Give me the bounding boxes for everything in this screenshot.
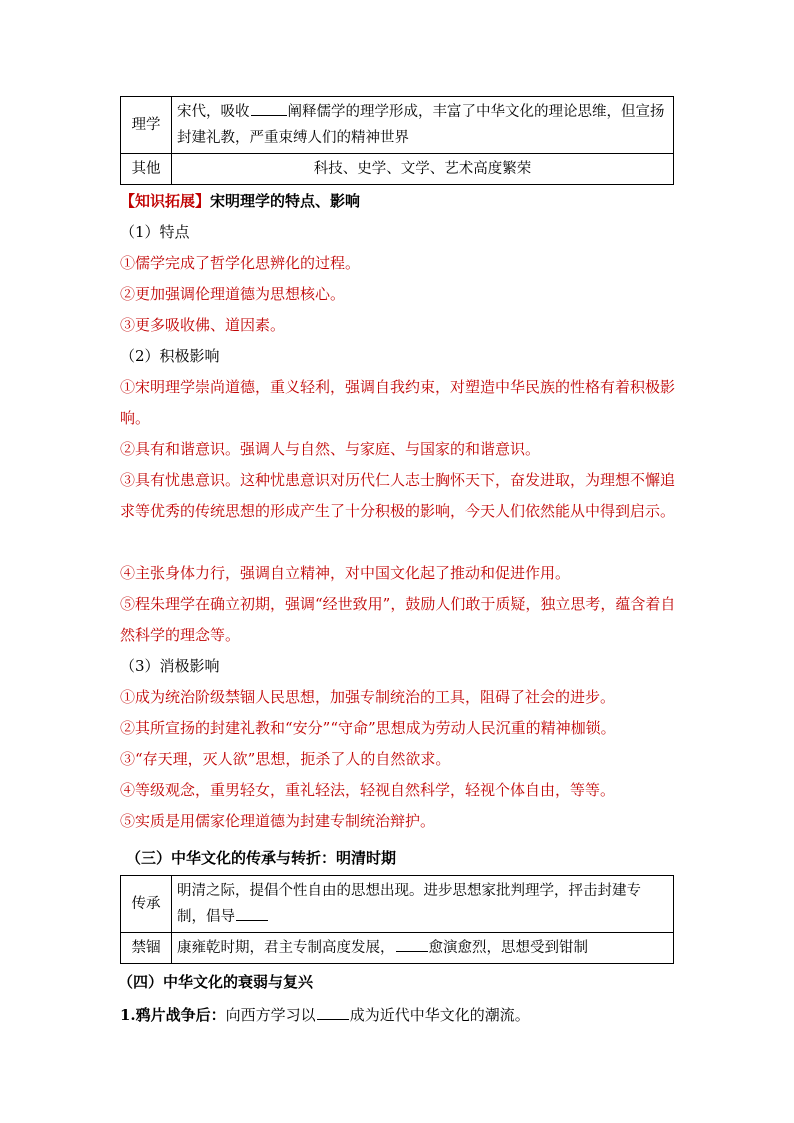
row-content bbox=[172, 876, 674, 933]
culture-table-song bbox=[120, 96, 674, 185]
fill-blank[interactable] bbox=[396, 950, 428, 952]
positive-item: ②具有和谐意识。强调人与自然、与家庭、与国家的和谐意识。 bbox=[120, 440, 541, 458]
positive-item: ①宋明理学崇尚道德，重义轻利，强调自我约束，对塑造中华民族的性格有着积极影响。 bbox=[120, 378, 676, 427]
row-text-post: 愈演愈烈，思想受到钳制 bbox=[428, 940, 588, 956]
negative-item: ③“存天理，灭人欲”思想，扼杀了人的自然欲求。 bbox=[120, 750, 451, 768]
item-1-text-pre: 向西方学习以 bbox=[225, 1006, 316, 1024]
fill-blank[interactable] bbox=[236, 919, 268, 921]
feature-item: ②更加强调伦理道德为思想核心。 bbox=[120, 285, 346, 303]
row-text-pre: 明清之际，提倡个性自由的思想出现。进步思想家批判理学，抨击封建专制，倡导 bbox=[177, 883, 641, 925]
positive-heading: （2）积极影响 bbox=[120, 347, 220, 365]
row-text-pre: 康雍乾时期，君主专制高度发展， bbox=[177, 940, 395, 956]
knowledge-extension-heading bbox=[120, 186, 680, 217]
section-3-title: （三）中华文化的传承与转折：明清时期 bbox=[126, 849, 397, 867]
row-label: 理学 bbox=[121, 97, 172, 154]
positive-item: ③具有忧患意识。这种忧患意识对历代仁人志士胸怀天下，奋发进取，为理想不懈追求等优秀的传统思想的形成产生了十分积极的影响，今天人们依然能从中得到启示。 bbox=[120, 471, 676, 520]
item-1 bbox=[120, 1000, 680, 1031]
section-4-title: （四）中华文化的衰弱与复兴 bbox=[118, 973, 314, 991]
negative-heading: （3）消极影响 bbox=[120, 657, 220, 675]
table-row bbox=[121, 876, 674, 933]
row-label: 其他 bbox=[121, 154, 172, 185]
positive-item: ④主张身体力行，强调自立精神，对中国文化起了推动和促进作用。 bbox=[120, 564, 571, 582]
row-text-pre: 宋代，吸收 bbox=[177, 104, 250, 120]
row-text-post: 阐释儒学的理学形成，丰富了中华文化的理论思维，但宣扬封建礼教，严重束缚人们的精神世界 bbox=[177, 104, 665, 146]
negative-item: ②其所宣扬的封建礼教和“安分”“守命”思想成为劳动人民沉重的精神枷锁。 bbox=[120, 719, 616, 737]
fill-blank[interactable] bbox=[251, 114, 287, 116]
culture-table-ming-qing bbox=[120, 875, 674, 964]
features-heading: （1）特点 bbox=[120, 223, 190, 241]
table-row bbox=[121, 154, 674, 185]
row-content bbox=[172, 933, 674, 964]
negative-item: ①成为统治阶级禁锢人民思想，加强专制统治的工具，阻碍了社会的进步。 bbox=[120, 688, 616, 706]
item-1-lead: 1.鸦片战争后： bbox=[120, 1006, 226, 1024]
row-content: 科技、史学、文学、艺术高度繁荣 bbox=[172, 154, 674, 185]
knowledge-bracket: 【知识拓展】 bbox=[120, 192, 211, 210]
positive-item: ⑤程朱理学在确立初期，强调“经世致用”，鼓励人们敢于质疑，独立思考，蕴含着自然科学的理念等。 bbox=[120, 595, 676, 644]
item-1-text-post: 成为近代中华文化的潮流。 bbox=[349, 1006, 530, 1024]
row-content bbox=[172, 97, 674, 154]
row-label: 传承 bbox=[121, 876, 172, 933]
table-row bbox=[121, 97, 674, 154]
knowledge-title: 宋明理学的特点、影响 bbox=[210, 192, 361, 210]
negative-item: ⑤实质是用儒家伦理道德为封建专制统治辩护。 bbox=[120, 812, 436, 830]
table-row bbox=[121, 933, 674, 964]
row-label: 禁锢 bbox=[121, 933, 172, 964]
feature-item: ③更多吸收佛、道因素。 bbox=[120, 316, 286, 334]
fill-blank[interactable] bbox=[317, 1018, 349, 1020]
feature-item: ①儒学完成了哲学化思辨化的过程。 bbox=[120, 254, 361, 272]
negative-item: ④等级观念，重男轻女，重礼轻法，轻视自然科学，轻视个体自由，等等。 bbox=[120, 781, 616, 799]
